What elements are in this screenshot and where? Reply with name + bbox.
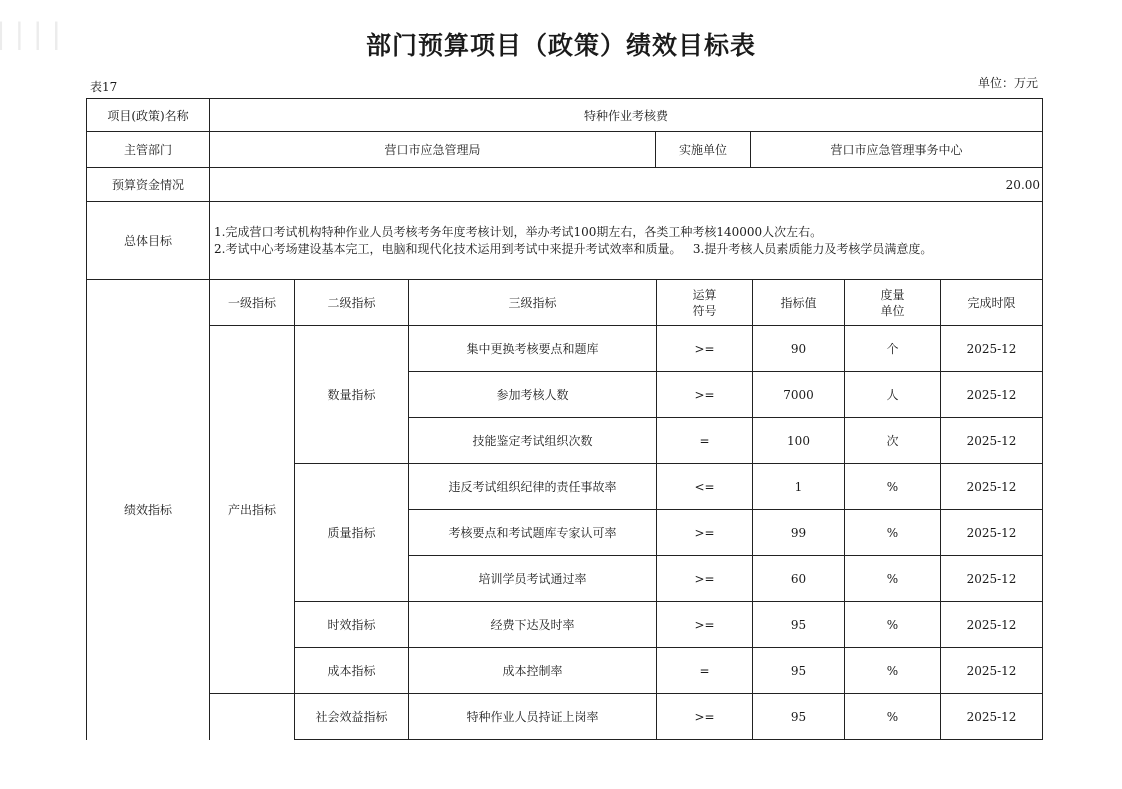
project-name-label: 项目(政策)名称: [87, 99, 210, 132]
level2-quantity: 数量指标: [295, 326, 409, 464]
deadline-cell: 2025-12: [941, 418, 1043, 464]
value-cell: 99: [753, 510, 845, 556]
level3-name: 考核要点和考试题库专家认可率: [409, 510, 657, 556]
budget-value: 20.00: [210, 168, 1043, 202]
deadline-cell: 2025-12: [941, 694, 1043, 740]
unit-header-line1: 度量: [880, 287, 905, 302]
level2-cost: 成本指标: [295, 648, 409, 694]
table-row: [87, 132, 1043, 168]
unit-cell: %: [845, 602, 941, 648]
page-title: 部门预算项目（政策）绩效目标表: [365, 31, 756, 60]
deadline-cell: 2025-12: [941, 326, 1043, 372]
column-header-level2: 二级指标: [295, 280, 409, 326]
deadline-cell: 2025-12: [941, 510, 1043, 556]
dept-label: 主管部门: [87, 132, 210, 168]
value-cell: 95: [753, 602, 845, 648]
table-row: [87, 168, 1043, 202]
deadline-cell: 2025-12: [941, 464, 1043, 510]
level3-name: 技能鉴定考试组织次数: [409, 418, 657, 464]
project-info-table: [86, 98, 1043, 280]
value-cell: 60: [753, 556, 845, 602]
operator-cell: =: [657, 648, 753, 694]
value-cell: 100: [753, 418, 845, 464]
unit-cell: %: [845, 464, 941, 510]
project-name-value: 特种作业考核费: [210, 99, 1043, 132]
goal-line-1: 1.完成营口考试机构特种作业人员考核考务年度考核计划，举办考试100期左右，各类工种考核140000人次左右。: [214, 224, 823, 239]
value-cell: 1: [753, 464, 845, 510]
deadline-cell: 2025-12: [941, 556, 1043, 602]
level2-quality: 质量指标: [295, 464, 409, 602]
goal-line-2: 2.考试中心考场建设基本完工，电脑和现代化技术运用到考试中来提升考试效率和质量。 3.提升考核人员素质能力及考核学员满意度。: [214, 241, 933, 256]
operator-header-line1: 运算: [692, 287, 717, 302]
budget-label: 预算资金情况: [87, 168, 210, 202]
level2-social-benefit: 社会效益指标: [295, 694, 409, 740]
level3-name: 成本控制率: [409, 648, 657, 694]
goal-text: [210, 202, 1043, 280]
unit-cell: 次: [845, 418, 941, 464]
level3-name: 经费下达及时率: [409, 602, 657, 648]
column-header-deadline: 完成时限: [941, 280, 1043, 326]
level3-name: 特种作业人员持证上岗率: [409, 694, 657, 740]
unit-cell: %: [845, 648, 941, 694]
value-cell: 95: [753, 648, 845, 694]
level2-timeliness: 时效指标: [295, 602, 409, 648]
deadline-cell: 2025-12: [941, 372, 1043, 418]
level1-effect: [210, 694, 295, 740]
operator-cell: >=: [657, 556, 753, 602]
level1-output: 产出指标: [210, 326, 295, 694]
goal-label: 总体目标: [87, 202, 210, 280]
level3-name: 培训学员考试通过率: [409, 556, 657, 602]
operator-cell: =: [657, 418, 753, 464]
level3-name: 集中更换考核要点和题库: [409, 326, 657, 372]
deadline-cell: 2025-12: [941, 602, 1043, 648]
column-header-level1: 一级指标: [210, 280, 295, 326]
column-header-operator: [657, 280, 753, 326]
operator-cell: >=: [657, 326, 753, 372]
level3-name: 参加考核人数: [409, 372, 657, 418]
value-cell: 90: [753, 326, 845, 372]
value-cell: 95: [753, 694, 845, 740]
operator-cell: >=: [657, 510, 753, 556]
indicator-table: [86, 279, 1043, 740]
unit-cell: %: [845, 510, 941, 556]
value-cell: 7000: [753, 372, 845, 418]
column-header-level3: 三级指标: [409, 280, 657, 326]
operator-cell: >=: [657, 372, 753, 418]
table-row: [87, 99, 1043, 132]
column-header-unit: [845, 280, 941, 326]
table-code: 表17: [90, 80, 118, 94]
unit-label: 单位：万元: [977, 76, 1038, 90]
unit-cell: %: [845, 556, 941, 602]
unit-cell: 个: [845, 326, 941, 372]
table-row: [87, 326, 1043, 372]
unit-header-line2: 单位: [880, 303, 905, 318]
table-row: [87, 694, 1043, 740]
impl-unit-label: 实施单位: [656, 132, 751, 168]
operator-cell: >=: [657, 602, 753, 648]
deadline-cell: 2025-12: [941, 648, 1043, 694]
table-row: [87, 202, 1043, 280]
scan-shadow-left: ▏▏▏▏: [0, 22, 74, 50]
operator-cell: <=: [657, 464, 753, 510]
column-header-value: 指标值: [753, 280, 845, 326]
unit-cell: %: [845, 694, 941, 740]
dept-value: 营口市应急管理局: [210, 132, 656, 168]
operator-header-line2: 符号: [692, 303, 717, 318]
level3-name: 违反考试组织纪律的责任事故率: [409, 464, 657, 510]
unit-cell: 人: [845, 372, 941, 418]
performance-indicator-label: 绩效指标: [87, 280, 210, 740]
operator-cell: >=: [657, 694, 753, 740]
table-header-row: [87, 280, 1043, 326]
impl-unit-value: 营口市应急管理事务中心: [751, 132, 1043, 168]
